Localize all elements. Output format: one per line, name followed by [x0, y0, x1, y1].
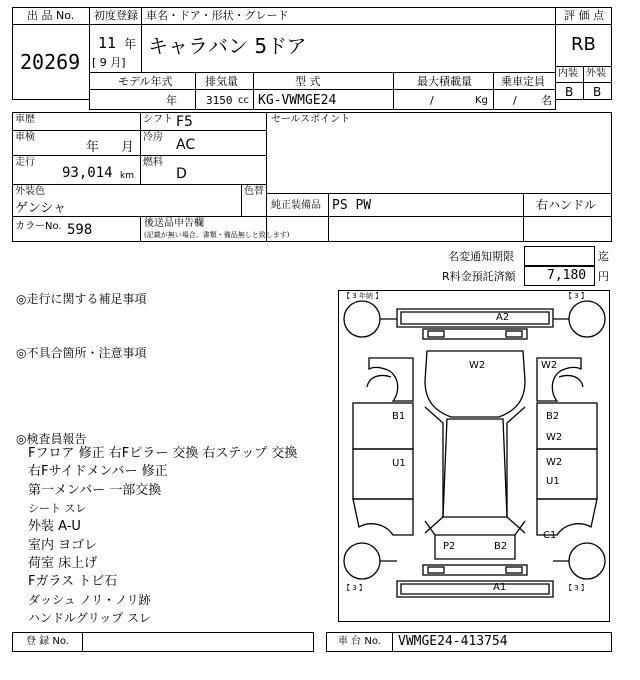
shift-label: シフト [143, 114, 173, 125]
rear-right-wheel [569, 543, 605, 579]
capacity-unit: 名 [541, 94, 552, 107]
model-year-label: モデル年式 [118, 75, 173, 88]
mark-right-slide-door-1: W2 [546, 457, 563, 468]
registration-year: 11 [98, 34, 117, 52]
lot-number: 20269 [20, 50, 81, 74]
front-left-wheel [344, 301, 380, 337]
mileage-value: 93,014 [62, 165, 113, 181]
lot-number-label: 出 品 No. [27, 9, 75, 22]
equipment-label: 純正装備品 [271, 200, 321, 211]
corner-label-top-left: 【 3 年納 】 [343, 292, 383, 300]
equipment-value: PS PW [332, 198, 372, 213]
handle-value: 右ハンドル [536, 198, 597, 212]
mark-rear-bumper: A1 [493, 582, 507, 593]
mileage-label: 走行 [15, 157, 35, 168]
report-line: シート スレ [28, 502, 87, 515]
report-line: Fフロア 修正 右Fピラー 交換 右ステップ 交換 [28, 446, 298, 461]
inspection-month-unit: 月 [121, 140, 135, 155]
max-load-sep: / [430, 94, 434, 107]
name-change-unit: 迄 [598, 250, 609, 263]
postsend-label: 後送品申告欄 [144, 218, 204, 229]
mark-right-front-door-2: W2 [546, 432, 563, 443]
defects-label: ◎不具合箇所・注意事項 [16, 346, 147, 360]
color-no-label: カラーNo. [15, 221, 62, 232]
mark-left-front-door: B1 [392, 411, 406, 422]
max-load-label: 最大積載量 [417, 75, 472, 88]
car-name: キャラバン 5ドア [148, 34, 307, 58]
report-line: Fガラス トビ石 [28, 574, 118, 589]
report-line: 右Fサイドメンバー 修正 [28, 464, 168, 479]
model-year-unit: 年 [166, 94, 177, 107]
name-change-field [524, 246, 595, 266]
report-line: ハンドルグリップ スレ [28, 611, 152, 625]
postsend-note: (記載が無い場合、書類・備品無しと致します) [144, 231, 290, 239]
fuel-label: 燃料 [143, 157, 163, 168]
corner-label-top-right: 【 3 】 [565, 292, 588, 300]
name-change-label: 名変通知期限 [448, 250, 514, 263]
capacity-label: 乗車定員 [501, 75, 545, 88]
inspection-label: 車検 [15, 132, 35, 143]
exterior-grade: B [593, 85, 602, 99]
chassis-no-label: 車 台 No. [338, 636, 381, 647]
inspection-year-unit: 年 [86, 140, 100, 155]
mark-rear-panel-right: B2 [494, 541, 508, 552]
ac-value: AC [176, 137, 196, 153]
recycle-value: 7,180 [547, 268, 587, 283]
report-line: ダッシュ ノリ・ノリ跡 [28, 593, 151, 607]
sales-points-label: セールスポイント [271, 114, 351, 125]
color-no-value: 598 [67, 222, 93, 238]
exterior-color-label: 外装色 [15, 186, 45, 197]
corner-label-bottom-left: 【 3 】 [343, 584, 366, 592]
displacement-unit: cc [238, 95, 249, 106]
mark-right-front-fender: W2 [541, 360, 558, 371]
report-line: 荷室 床上げ [28, 556, 98, 571]
exterior-label: 外装 [586, 68, 606, 79]
registration-month: [ 9 月] [92, 56, 126, 69]
exterior-color-value: ゲンシャ [15, 201, 67, 216]
color-change-label: 色替 [244, 186, 264, 197]
history-label: 車歴 [15, 114, 35, 125]
displacement-label: 排気量 [205, 75, 238, 88]
chassis-no-value: VWMGE24-413754 [398, 634, 508, 649]
inspector-report-label: ◎検査員報告 [16, 432, 87, 446]
capacity-sep: / [513, 94, 517, 107]
first-registration-label: 初度登録 [94, 9, 138, 22]
mark-right-rear-quarter: C1 [543, 530, 557, 541]
fuel-value: D [176, 166, 187, 182]
mark-hood: W2 [469, 360, 486, 371]
shift-value: F5 [176, 114, 193, 130]
front-right-wheel [569, 301, 605, 337]
recycle-label: R料金預託済額 [442, 270, 516, 283]
report-line: 室内 ヨゴレ [28, 538, 98, 553]
report-line: 外装 A-U [28, 519, 81, 534]
corner-label-bottom-right: 【 3 】 [565, 584, 588, 592]
mileage-unit: km [120, 171, 134, 181]
damage-diagram [338, 290, 610, 622]
ac-label: 冷房 [143, 132, 163, 143]
overall-rating: RB [571, 34, 596, 55]
interior-grade: B [565, 85, 574, 99]
type-code: KG-VWMGE24 [258, 93, 337, 108]
mark-right-slide-door-2: U1 [546, 476, 560, 487]
rear-left-wheel [344, 543, 380, 579]
mark-front-bumper: A2 [496, 312, 510, 323]
registration-year-unit: 年 [124, 37, 137, 51]
postsend-box [266, 216, 612, 242]
type-label: 型 式 [295, 75, 321, 88]
report-line: 第一メンバー 一部交換 [28, 483, 162, 498]
mark-left-slide-door: U1 [392, 458, 406, 469]
displacement-value: 3150 [206, 94, 233, 107]
interior-label: 内装 [558, 68, 578, 79]
driving-notes-label: ◎走行に関する補足事項 [16, 292, 147, 306]
vehicle-outline [339, 291, 611, 623]
mark-rear-panel-left: P2 [443, 541, 456, 552]
recycle-unit: 円 [598, 270, 609, 283]
vehicle-name-label: 車名・ドア・形状・グレード [146, 9, 289, 22]
registration-no-label: 登 録 No. [26, 636, 69, 647]
mark-right-front-door-1: B2 [546, 411, 560, 422]
rating-label: 評 価 点 [564, 9, 604, 22]
max-load-unit: Kg [475, 95, 488, 106]
